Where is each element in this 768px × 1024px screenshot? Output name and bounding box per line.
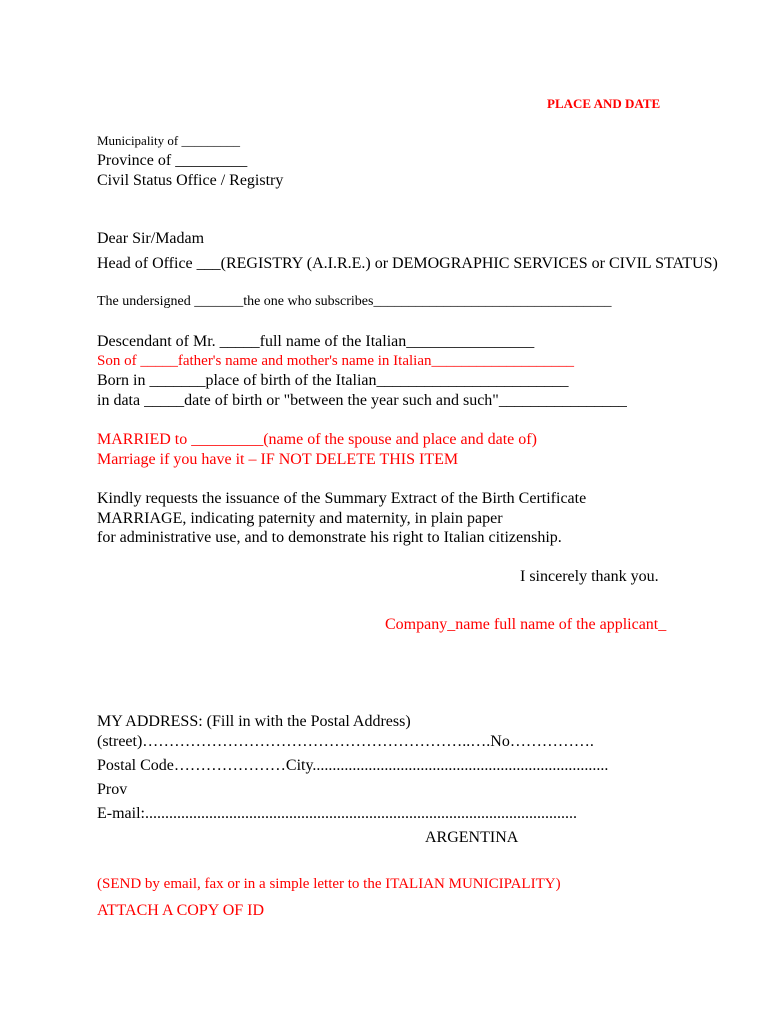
country-line: ARGENTINA — [425, 829, 519, 846]
marriage-note-line: Marriage if you have it – IF NOT DELETE THIS ITEM — [97, 451, 459, 468]
undersigned-line: The undersigned _______the one who subscribes__________________________________ — [97, 294, 612, 309]
send-note: (SEND by email, fax or in a simple letter to the ITALIAN MUNICIPALITY) — [97, 876, 561, 892]
married-to-line: MARRIED to _________(name of the spouse and place and date of) — [97, 431, 537, 448]
descendant-line: Descendant of Mr. _____full name of the Italian________________ — [97, 333, 535, 350]
signature-line: Company_name full name of the applicant_ — [385, 616, 667, 633]
request-line-3: for administrative use, and to demonstrate his right to Italian citizenship. — [97, 529, 562, 546]
municipality-line: Municipality of _________ — [97, 133, 240, 148]
request-line-2: MARRIAGE, indicating paternity and maternity, in plain paper — [97, 510, 503, 527]
prov-line: Prov — [97, 781, 128, 798]
son-of-line: Son of _____father's name and mother's name in Italian___________________ — [97, 353, 574, 369]
thanks-line: I sincerely thank you. — [520, 568, 659, 585]
born-in-line: Born in _______place of birth of the Italian________________________ — [97, 372, 569, 389]
address-heading: MY ADDRESS: (Fill in with the Postal Address) — [97, 713, 411, 730]
street-line: (street)……………………………………………………..….No……………. — [97, 733, 594, 750]
place-and-date: PLACE AND DATE — [547, 96, 661, 111]
head-of-office-line: Head of Office ___(REGISTRY (A.I.R.E.) or DEMOGRAPHIC SERVICES or CIVIL STATUS) — [97, 255, 718, 272]
province-line: Province of _________ — [97, 152, 248, 169]
request-line-1: Kindly requests the issuance of the Summary Extract of the Birth Certificate — [97, 490, 587, 507]
email-line: E-mail:............................................................................................................ — [97, 805, 577, 822]
office-line: Civil Status Office / Registry — [97, 172, 284, 189]
date-of-birth-line: in data _____date of birth or "between the year such and such"________________ — [97, 392, 627, 409]
postal-city-line: Postal Code…………………City.......................................................................... — [97, 757, 609, 774]
attach-id-note: ATTACH A COPY OF ID — [97, 902, 265, 919]
greeting: Dear Sir/Madam — [97, 230, 205, 247]
